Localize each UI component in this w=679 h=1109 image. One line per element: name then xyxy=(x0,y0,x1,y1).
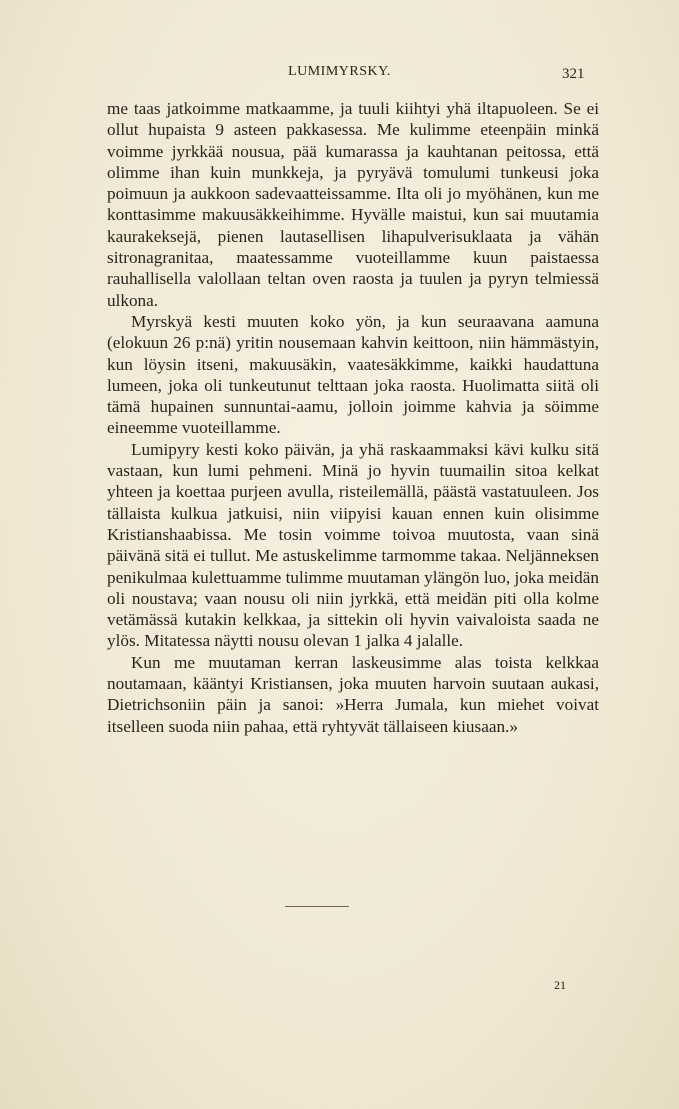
paragraph-3: Lumipyry kesti koko päivän, ja yhä raskaammaksi kävi kulku sitä vastaan, kun lumi pehmeni. Minä jo hyvin tuumailin sitoa kelkat yhteen ja koettaa purjeen avulla, risteilemällä, päästä vastatuuleen. Jos tällaista kulkua jatkuisi, niin viipyisi kauan ennen kuin olisimme Kristianshaabissa. Me tosin voimme toivoa muutosta, vaan sinä päivänä sitä ei tullut. Me astuskelimme tarmomme takaa. Neljänneksen penikulmaa kulettuamme tulimme muutaman ylängön luo, joka meidän oli noustava; vaan nousu oli niin jyrkkä, että meidän piti olla kolme vetämässä kutakin kelkkaa, ja sittekin oli hyvin vaivaloista saada ne ylös. Mitatessa näytti nousu olevan 1 jalka 4 jalalle. xyxy=(107,439,599,651)
body-text xyxy=(107,98,599,737)
running-title: LUMIMYRSKY. xyxy=(288,64,391,79)
signature-mark: 21 xyxy=(554,978,566,992)
paragraph-4: Kun me muutaman kerran laskeusimme alas toista kelkkaa noutamaan, kääntyi Kristiansen, joka muuten harvoin suutaan aukasi, Dietrichsoniin päin ja sanoi: »Herra Jumala, kun miehet voivat itselleen suoda niin pahaa, että ryhtyvät tällaiseen kiusaan.» xyxy=(107,652,599,736)
paragraph-2: Myrskyä kesti muuten koko yön, ja kun seuraavana aamuna (elokuun 26 p:nä) yritin nousemaan kahvin keittoon, niin hämmästyin, kun löysin itseni, makuusäkin, vaatesäkkimme, kaikki haudattuna lumeen, joka oli tunkeutunut telttaan joka raosta. Huolimatta siitä oli tämä hupainen sunnuntai-aamu, jolloin joimme kahvia ja söimme eineemme vuoteillamme. xyxy=(107,311,599,438)
page-number: 321 xyxy=(562,66,585,82)
end-rule xyxy=(285,906,349,907)
paragraph-1: me taas jatkoimme matkaamme, ja tuuli kiihtyi yhä iltapuoleen. Se ei ollut hupaista 9 asteen pakkasessa. Me kulimme eteenpäin minkä voimme jyrkkää nousua, pää kumarassa ja kauhtanan peitossa, että olimme ihan kuin munkkeja, ja pyryävä tomulumi tunkeusi joka poimuun ja aukkoon sadevaatteissamme. Ilta oli jo myöhänen, kun me konttasimme makuusäkkeihimme. Hyvälle maistui, kun sai muutamia kaurakeksejä, pienen lautasellisen lihapulverisuklaata ja vähän sitronagranitaa, maatessamme vuoteillamme kuun paistaessa rauhallisella valollaan teltan oven raosta ja tuulen ja pyryn telmiessä ulkona. xyxy=(107,99,599,310)
